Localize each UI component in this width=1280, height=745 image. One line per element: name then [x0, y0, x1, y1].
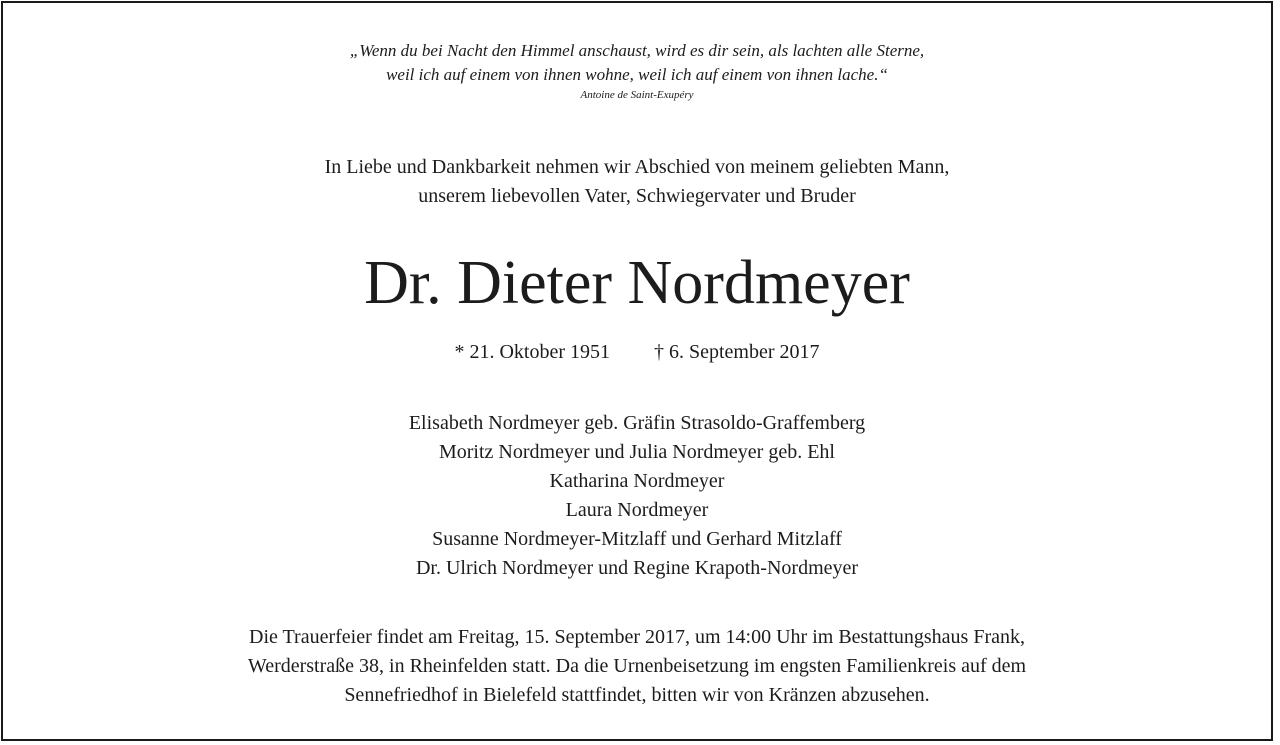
obituary-notice	[3, 3, 1271, 739]
epigraph-quote	[3, 39, 1271, 103]
funeral-details	[3, 623, 1271, 710]
funeral-detail-line: Die Trauerfeier findet am Freitag, 15. September 2017, um 14:00 Uhr im Bestattungshaus Frank,	[249, 626, 1025, 648]
quote-line: weil ich auf einem von ihnen wohne, weil ich auf einem von ihnen lache.“	[386, 65, 888, 84]
farewell-intro	[3, 153, 1271, 211]
mourner-name: Moritz Nordmeyer und Julia Nordmeyer geb. Ehl	[438, 441, 835, 463]
mourner-name: Dr. Ulrich Nordmeyer und Regine Krapoth-Nordmeyer	[415, 557, 859, 579]
mourner-name: Katharina Nordmeyer	[549, 470, 725, 492]
funeral-detail-line: Sennefriedhof in Bielefeld stattfindet, bitten wir von Kränzen abzusehen.	[344, 684, 930, 706]
quote-author: Antoine de Saint-Exupéry	[580, 89, 694, 101]
mourners-list	[3, 409, 1271, 583]
birth-date: * 21. Oktober 1951	[454, 341, 610, 363]
life-dates	[3, 338, 1271, 366]
quote-line: „Wenn du bei Nacht den Himmel anschaust, wird es dir sein, als lachten alle Sterne,	[349, 41, 925, 60]
mourner-name: Elisabeth Nordmeyer geb. Gräfin Strasoldo-Graffemberg	[408, 412, 866, 434]
mourner-name: Laura Nordmeyer	[565, 499, 709, 521]
obituary-frame	[1, 1, 1273, 741]
death-date: † 6. September 2017	[654, 341, 820, 363]
funeral-detail-line: Werderstraße 38, in Rheinfelden statt. Da die Urnenbeisetzung im engsten Familienkreis auf dem	[247, 655, 1027, 677]
intro-line: In Liebe und Dankbarkeit nehmen wir Abschied von meinem geliebten Mann,	[324, 156, 950, 178]
intro-line: unserem liebevollen Vater, Schwiegervater und Bruder	[418, 185, 856, 207]
deceased-name: Dr. Dieter Nordmeyer	[364, 249, 910, 317]
mourner-name: Susanne Nordmeyer-Mitzlaff und Gerhard Mitzlaff	[432, 528, 842, 550]
